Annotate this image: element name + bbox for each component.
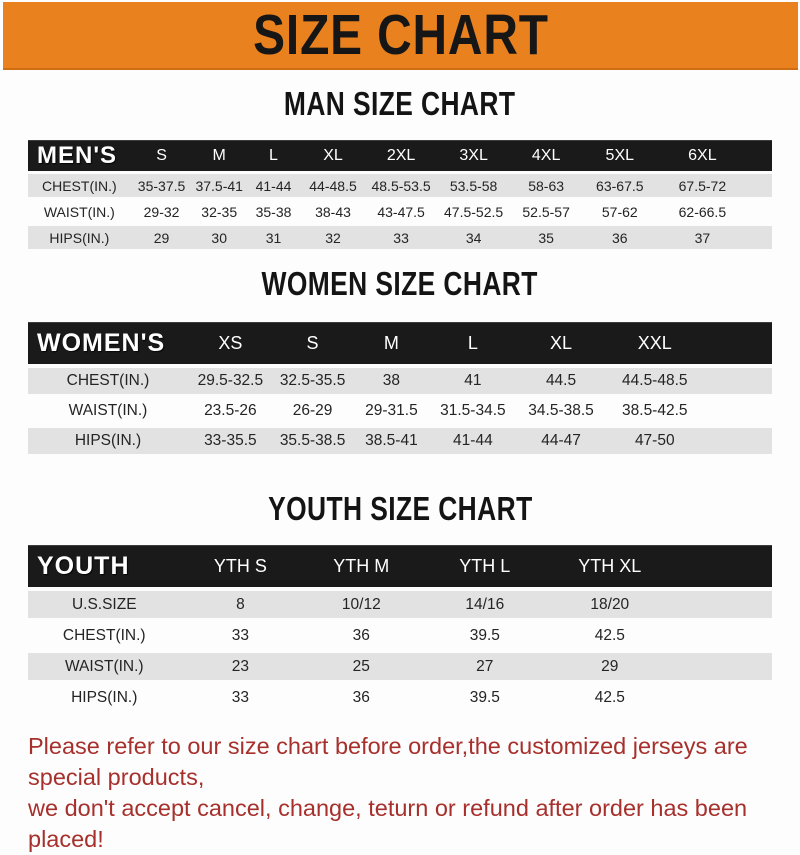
women-hips-in-cell-0: 33-35.5 — [204, 432, 257, 449]
youth-waist-in-cell-3: 29 — [601, 657, 619, 675]
men-waist-in-cell-4: 43-47.5 — [377, 203, 425, 220]
youth-hips-in-cell-1: 36 — [352, 688, 370, 706]
men-hips-in-cell-5: 34 — [465, 229, 482, 246]
women-waist-in-cell-2: 29-31.5 — [365, 402, 418, 419]
youth-table-label: YOUTH — [37, 551, 130, 580]
women-chest-in-cell-3: 41 — [464, 372, 482, 389]
men-col-header-6xl: 6XL — [688, 146, 717, 164]
women-hips-in-cell-2: 38.5-41 — [365, 432, 418, 449]
women-col-header-m: M — [383, 332, 399, 353]
youth-hips-in-cell-0: 33 — [231, 688, 250, 706]
youth-row-waist-in — [28, 653, 772, 680]
women-size-chart-heading — [0, 267, 800, 301]
women-hips-in-cell-4: 44-47 — [541, 432, 581, 449]
men-col-header-l: L — [269, 146, 278, 164]
women-chest-in-cell-1: 32.5-35.5 — [279, 372, 346, 389]
men-chest-in-cell-2: 41-44 — [255, 177, 292, 194]
women-size-chart-heading-text: WOMEN SIZE CHART — [261, 265, 539, 302]
women-chest-in-cell-2: 38 — [382, 372, 401, 389]
women-chest-in-cell-5: 44.5-48.5 — [622, 372, 688, 389]
men-waist-in-cell-8: 62-66.5 — [678, 203, 727, 220]
men-col-header-5xl: 5XL — [605, 146, 635, 164]
men-chest-in-cell-6: 58-63 — [528, 177, 565, 194]
women-row-label-waist-in: WAIST(IN.) — [68, 402, 148, 419]
youth-row-hips-in — [28, 684, 772, 711]
man-size-chart-heading-text: MAN SIZE CHART — [284, 85, 516, 122]
youth-row-u-s-size — [28, 591, 772, 618]
men-col-header-4xl: 4XL — [531, 146, 561, 164]
men-waist-in-cell-6: 52.5-57 — [522, 203, 570, 220]
women-chest-in-cell-4: 44.5 — [545, 372, 577, 389]
footer-note-line2: we don't accept cancel, change, teturn or refund after order has been placed! — [28, 795, 748, 852]
footer-note-line1: Please refer to our size chart before order,the customized jerseys are special products, — [28, 733, 748, 790]
men-col-header-m: M — [212, 146, 226, 164]
women-col-header-xs: XS — [218, 332, 243, 353]
men-chest-in-cell-5: 53.5-58 — [449, 177, 498, 194]
youth-col-header-yth-xl: YTH XL — [578, 555, 642, 576]
men-chest-in-cell-8: 67.5-72 — [678, 177, 727, 194]
women-waist-in-cell-0: 23.5-26 — [204, 402, 257, 419]
size-chart-page — [0, 2, 800, 852]
women-hips-in-cell-1: 35.5-38.5 — [279, 432, 346, 449]
youth-col-header-yth-m: YTH M — [333, 555, 390, 576]
youth-row-label-waist-in: WAIST(IN.) — [64, 657, 144, 675]
men-chest-in-cell-3: 44-48.5 — [309, 177, 357, 194]
banner — [3, 2, 798, 70]
women-header-row — [28, 322, 772, 364]
men-waist-in-cell-5: 47.5-52.5 — [444, 203, 504, 220]
youth-size-chart-heading — [0, 492, 800, 526]
women-waist-in-cell-4: 34.5-38.5 — [528, 402, 594, 419]
youth-waist-in-cell-1: 25 — [352, 657, 370, 675]
men-row-waist-in — [28, 200, 772, 223]
men-row-chest-in — [28, 174, 772, 197]
women-row-hips-in — [28, 428, 772, 454]
women-waist-in-cell-3: 31.5-34.5 — [440, 402, 506, 419]
youth-row-label-chest-in: CHEST(IN.) — [62, 626, 146, 644]
men-header-row — [28, 140, 772, 171]
men-col-header-2xl: 2XL — [386, 146, 416, 164]
man-size-chart-heading — [0, 87, 800, 121]
women-row-label-chest-in: CHEST(IN.) — [66, 372, 150, 389]
women-col-header-s: S — [306, 332, 319, 353]
youth-col-header-yth-s: YTH S — [213, 555, 267, 576]
men-row-label-chest-in: CHEST(IN.) — [42, 177, 117, 194]
women-waist-in-cell-5: 38.5-42.5 — [622, 402, 688, 419]
youth-col-header-yth-l: YTH L — [459, 555, 511, 576]
men-hips-in-cell-2: 31 — [265, 229, 282, 246]
men-row-label-waist-in: WAIST(IN.) — [43, 203, 115, 220]
men-hips-in-cell-6: 35 — [538, 229, 554, 246]
men-table-label: MEN'S — [37, 141, 118, 169]
men-hips-in-cell-7: 36 — [612, 229, 628, 246]
men-chest-in-cell-0: 35-37.5 — [137, 177, 186, 194]
youth-header-row — [28, 545, 772, 587]
women-hips-in-cell-5: 47-50 — [634, 432, 675, 449]
men-hips-in-cell-3: 32 — [325, 229, 341, 246]
men-chest-in-cell-7: 63-67.5 — [596, 177, 644, 194]
women-col-header-xxl: XXL — [637, 332, 672, 353]
footer-note — [28, 731, 790, 855]
men-hips-in-cell-4: 33 — [393, 229, 409, 246]
men-col-header-3xl: 3XL — [459, 146, 488, 164]
mens-size-table — [28, 140, 772, 249]
youth-hips-in-cell-3: 42.5 — [594, 688, 625, 706]
youth-hips-in-cell-2: 39.5 — [469, 688, 500, 706]
women-chest-in-cell-0: 29.5-32.5 — [197, 372, 264, 389]
youth-row-chest-in — [28, 622, 772, 649]
women-row-chest-in — [28, 368, 772, 394]
men-col-header-xl: XL — [323, 146, 343, 164]
men-waist-in-cell-3: 38-43 — [315, 203, 351, 220]
men-waist-in-cell-1: 32-35 — [201, 203, 238, 220]
youth-u-s-size-cell-0: 8 — [236, 595, 245, 613]
youth-chest-in-cell-1: 36 — [352, 626, 370, 644]
women-row-label-hips-in: HIPS(IN.) — [74, 432, 142, 449]
youth-size-chart-heading-text: YOUTH SIZE CHART — [267, 490, 533, 527]
men-col-header-s: S — [156, 146, 167, 164]
youth-chest-in-cell-3: 42.5 — [594, 626, 625, 644]
women-table-label: WOMEN'S — [37, 328, 166, 357]
women-col-header-l: L — [467, 332, 478, 353]
women-col-header-xl: XL — [550, 332, 573, 353]
men-row-label-hips-in: HIPS(IN.) — [49, 229, 110, 246]
womens-size-table — [28, 322, 772, 454]
youth-u-s-size-cell-2: 14/16 — [465, 595, 505, 613]
youth-waist-in-cell-0: 23 — [231, 657, 250, 675]
youth-u-s-size-cell-1: 10/12 — [341, 595, 381, 613]
women-hips-in-cell-3: 41-44 — [453, 432, 493, 449]
men-hips-in-cell-1: 30 — [211, 229, 227, 246]
women-waist-in-cell-1: 26-29 — [292, 402, 333, 419]
youth-chest-in-cell-0: 33 — [231, 626, 250, 644]
youth-size-table — [28, 545, 772, 711]
banner-title: SIZE CHART — [252, 2, 549, 67]
youth-row-label-u-s-size: U.S.SIZE — [71, 595, 137, 613]
men-hips-in-cell-8: 37 — [694, 229, 711, 246]
youth-u-s-size-cell-3: 18/20 — [590, 595, 630, 613]
men-hips-in-cell-0: 29 — [153, 229, 170, 246]
youth-row-label-hips-in: HIPS(IN.) — [71, 688, 138, 706]
men-waist-in-cell-0: 29-32 — [143, 203, 180, 220]
men-chest-in-cell-1: 37.5-41 — [195, 177, 243, 194]
youth-waist-in-cell-2: 27 — [476, 657, 494, 675]
men-chest-in-cell-4: 48.5-53.5 — [371, 177, 431, 194]
men-waist-in-cell-2: 35-38 — [255, 203, 292, 220]
men-row-hips-in — [28, 226, 772, 249]
men-waist-in-cell-7: 57-62 — [601, 203, 638, 220]
youth-chest-in-cell-2: 39.5 — [469, 626, 500, 644]
women-row-waist-in — [28, 398, 772, 424]
